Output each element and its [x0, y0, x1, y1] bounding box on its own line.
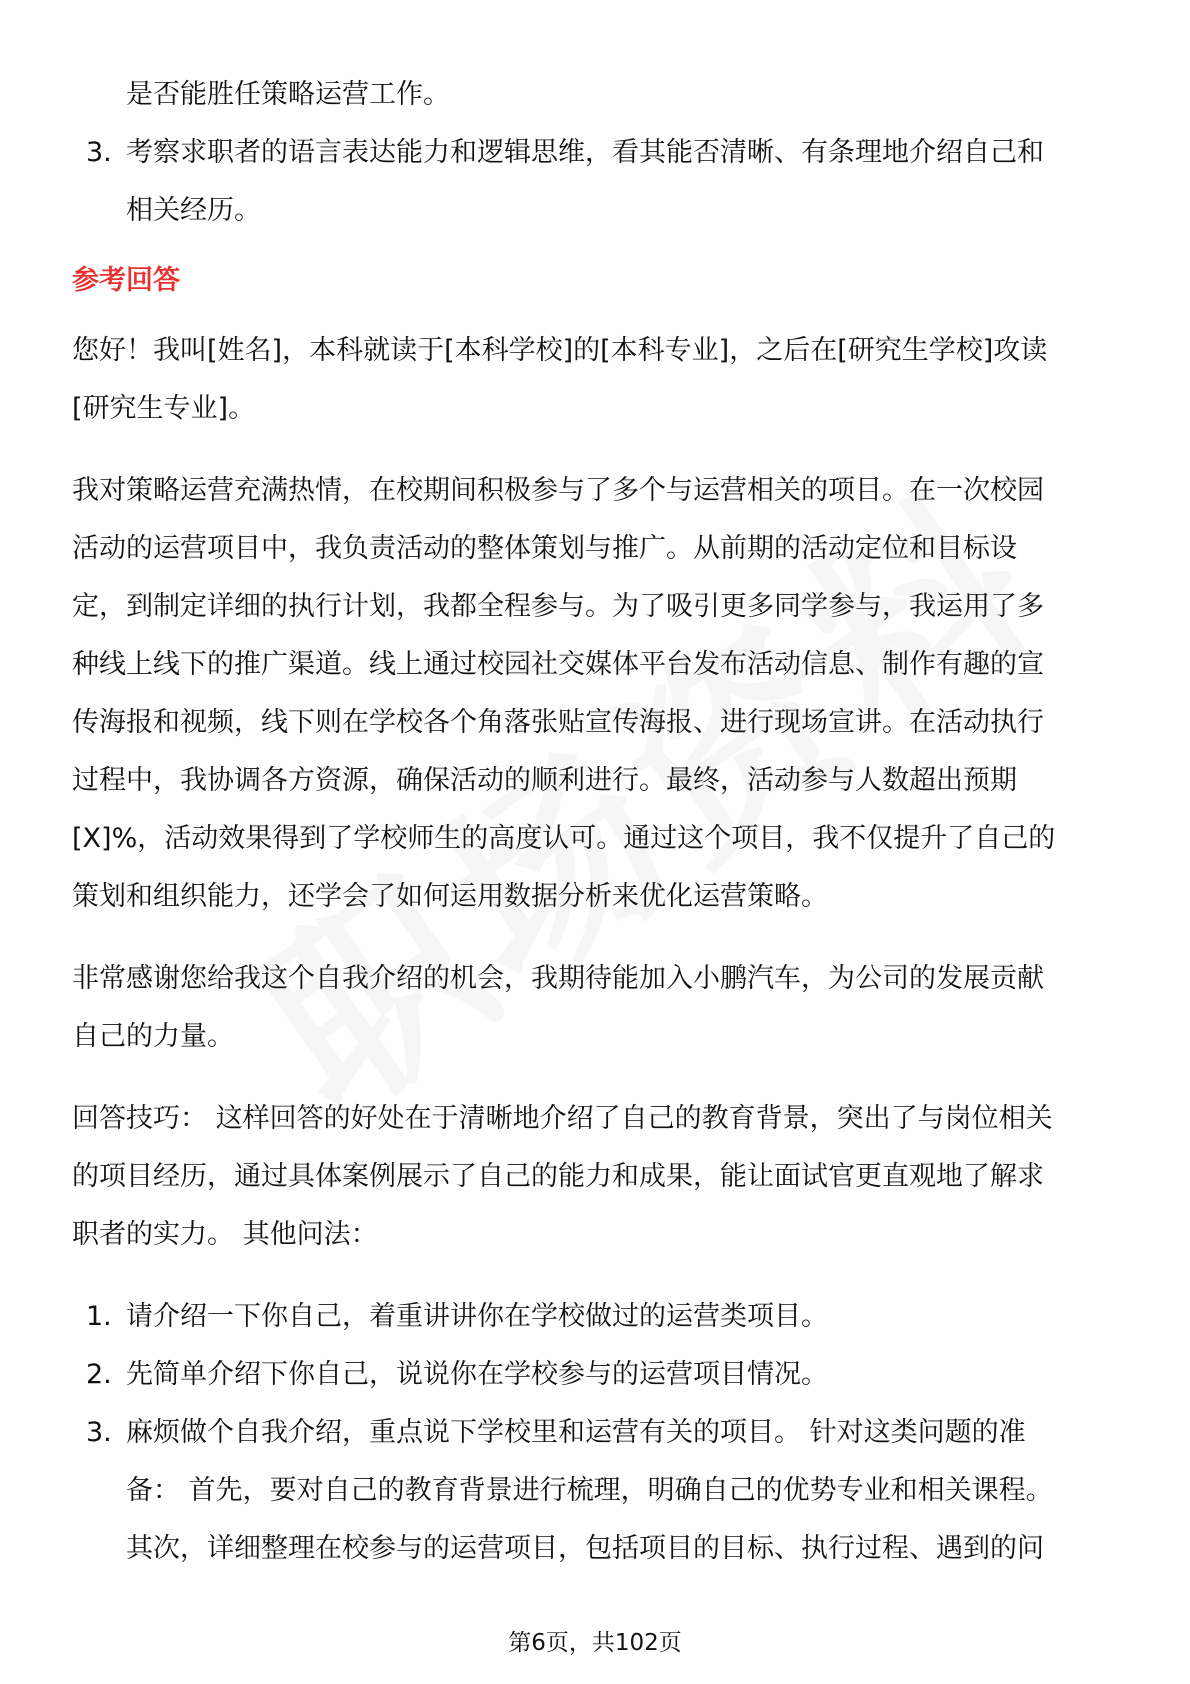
text-line: [X]%，活动效果得到了学校师生的高度认可。通过这个项目，我不仅提升了自己的 — [72, 823, 1056, 854]
list-number: 2. — [86, 1359, 112, 1390]
text-line: 非常感谢您给我这个自我介绍的机会，我期待能加入小鹏汽车，为公司的发展贡献 — [72, 963, 1044, 994]
text-line: 过程中，我协调各方资源，确保活动的顺利进行。最终，活动参与人数超出预期 — [72, 765, 1017, 796]
list-number: 3. — [86, 1417, 112, 1448]
answer-heading: 参考回答 — [72, 265, 180, 296]
text-line: 是否能胜任策略运营工作。 — [126, 79, 450, 110]
text-line: [研究生专业]。 — [72, 393, 256, 424]
list-item — [72, 1404, 1120, 1578]
text-line: 其次，详细整理在校参与的运营项目，包括项目的目标、执行过程、遇到的问 — [126, 1533, 1044, 1564]
list-number: 1. — [86, 1301, 112, 1332]
text-line: 相关经历。 — [126, 195, 261, 226]
list-number: 3. — [86, 137, 112, 168]
text-line: 职者的实力。 其他问法： — [72, 1219, 378, 1250]
text-line: 您好！我叫[姓名]，本科就读于[本科学校]的[本科专业]，之后在[研究生学校]攻读 — [72, 335, 1048, 366]
paragraph-thanks — [72, 950, 1120, 1066]
text-line: 的项目经历，通过具体案例展示了自己的能力和成果，能让面试官更直观地了解求 — [72, 1161, 1044, 1192]
paragraph-intro — [72, 322, 1120, 438]
text-line: 活动的运营项目中，我负责活动的整体策划与推广。从前期的活动定位和目标设 — [72, 533, 1017, 564]
text-line: 考察求职者的语言表达能力和逻辑思维，看其能否清晰、有条理地介绍自己和 — [126, 137, 1044, 168]
list-item-continuation — [72, 66, 1120, 124]
text-line: 自己的力量。 — [72, 1021, 234, 1052]
text-line: 定，到制定详细的执行计划，我都全程参与。为了吸引更多同学参与，我运用了多 — [72, 591, 1044, 622]
text-line: 种线上线下的推广渠道。线上通过校园社交媒体平台发布活动信息、制作有趣的宣 — [72, 649, 1044, 680]
list-item — [72, 124, 1120, 240]
text-line: 麻烦做个自我介绍，重点说下学校里和运营有关的项目。 针对这类问题的准 — [126, 1417, 1026, 1448]
text-line: 传海报和视频，线下则在学校各个角落张贴宣传海报、进行现场宣讲。在活动执行 — [72, 707, 1044, 738]
page-footer: 第6页，共102页 — [508, 1630, 682, 1656]
text-line: 回答技巧： 这样回答的好处在于清晰地介绍了自己的教育背景，突出了与岗位相关 — [72, 1103, 1053, 1134]
text-line: 先简单介绍下你自己，说说你在学校参与的运营项目情况。 — [126, 1359, 828, 1390]
text-line: 我对策略运营充满热情，在校期间积极参与了多个与运营相关的项目。在一次校园 — [72, 475, 1044, 506]
text-line: 备： 首先，要对自己的教育背景进行梳理，明确自己的优势专业和相关课程。 — [126, 1475, 1053, 1506]
page-content — [72, 66, 1120, 1578]
paragraph-experience — [72, 462, 1120, 926]
paragraph-tips — [72, 1090, 1120, 1264]
text-line: 请介绍一下你自己，着重讲讲你在学校做过的运营类项目。 — [126, 1301, 828, 1332]
list-item — [72, 1346, 1120, 1404]
text-line: 策划和组织能力，还学会了如何运用数据分析来优化运营策略。 — [72, 881, 828, 912]
list-top — [72, 66, 1120, 240]
list-bottom — [72, 1288, 1120, 1578]
list-item — [72, 1288, 1120, 1346]
